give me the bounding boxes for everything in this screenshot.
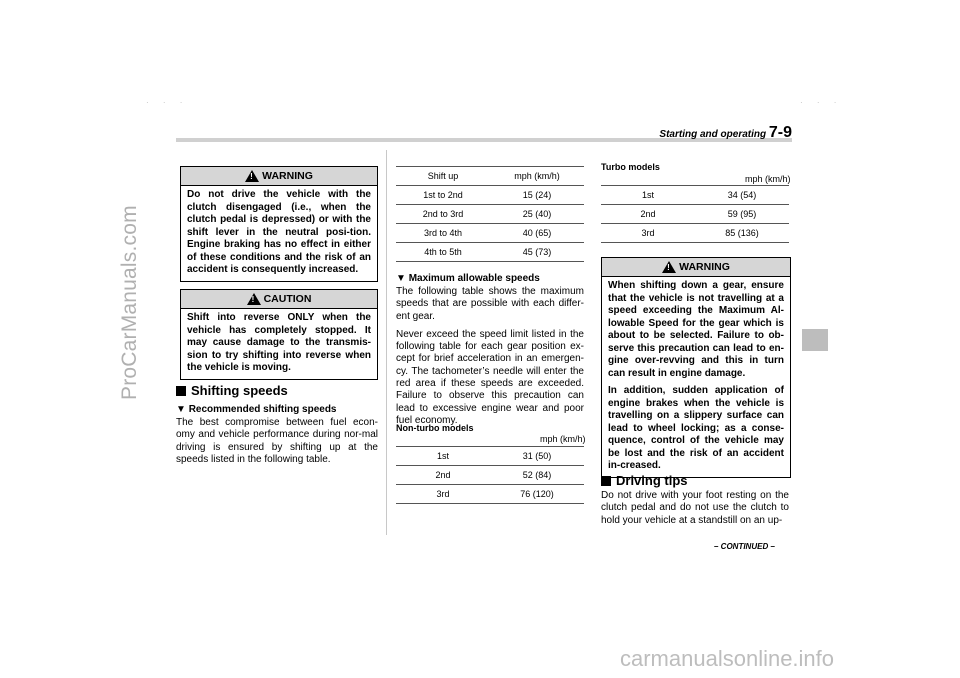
table-row	[601, 224, 789, 243]
shift-speed-table	[396, 166, 584, 262]
table-row	[396, 224, 584, 243]
table-cell: 31 (50)	[490, 447, 584, 466]
paragraph-text: The best compromise between fuel econ-omy and vehicle performance during nor-mal driving is ensured by shifting up at the speeds listed in the following table.	[176, 417, 378, 465]
warning-icon	[245, 170, 259, 182]
turbo-label: Turbo models	[601, 162, 660, 172]
caution-label: CAUTION	[263, 293, 312, 305]
page-number: 7-9	[768, 124, 792, 141]
section-heading-text: Driving tips	[616, 473, 688, 488]
corner-dots: · · ·	[800, 98, 843, 107]
table-row	[396, 447, 584, 466]
non-turbo-label: Non-turbo models	[396, 423, 474, 433]
warning-icon	[662, 261, 676, 273]
table-cell: 25 (40)	[490, 205, 584, 224]
warning-box-downshift	[601, 257, 791, 478]
table-cell: 3rd to 4th	[396, 224, 490, 243]
table-cell: 2nd to 3rd	[396, 205, 490, 224]
warning-text	[602, 277, 790, 477]
warning-label: WARNING	[262, 170, 313, 182]
sub-heading-recommended	[176, 404, 337, 415]
section-heading-driving-tips	[601, 473, 688, 488]
table-row	[396, 186, 584, 205]
section-title: Starting and operating	[659, 129, 767, 140]
table-cell: 2nd	[396, 466, 490, 485]
table-row	[396, 466, 584, 485]
table-cell: 1st to 2nd	[396, 186, 490, 205]
chapter-tab	[802, 329, 828, 351]
triangle-bullet-icon: ▼	[396, 273, 406, 284]
table-cell: 4th to 5th	[396, 243, 490, 262]
table-header-row	[396, 167, 584, 186]
section-heading-text: Shifting speeds	[191, 383, 288, 398]
table-cell: 2nd	[601, 205, 695, 224]
non-turbo-table	[396, 446, 584, 504]
page-header	[659, 124, 792, 142]
warning-paragraph: Do not drive the vehicle with the clutch disengaged (i.e., when the clutch pedal is depressed) or with the shift lever in the neutral posi-tion. Engine braking has no effect in either of these conditions and the risk of an accident is consequently increased.	[187, 189, 371, 275]
triangle-bullet-icon: ▼	[176, 404, 186, 415]
warning-paragraph: In addition, sudden application of engine brakes when the vehicle is travelling on a slippery surface can lead to wheel locking; as a conse-quence, control of the vehicle may be lost and the risk of an accident in-creased.	[608, 385, 784, 471]
table-cell: 34 (54)	[695, 186, 789, 205]
warning-header	[602, 258, 790, 277]
table-row	[396, 243, 584, 262]
section-heading-shifting	[176, 383, 288, 398]
sub-heading-text: Maximum allowable speeds	[408, 273, 540, 284]
turbo-unit: mph (km/h)	[745, 174, 791, 184]
caution-box	[180, 289, 378, 380]
square-bullet-icon	[601, 476, 611, 486]
continued-note: – CONTINUED –	[714, 542, 775, 551]
table-cell: 45 (73)	[490, 243, 584, 262]
caution-icon	[247, 293, 261, 305]
table-cell: 59 (95)	[695, 205, 789, 224]
paragraph-text: Never exceed the speed limit listed in the following table for each gear position ex-cept for brief acceleration in an emergen-cy. The tachometer’s needle will enter the red area if these speeds are exceeded. Failure to observe this precaution can lead to excessive engine wear and poor fuel economy.	[396, 328, 584, 426]
table-cell: 3rd	[601, 224, 695, 243]
table-cell: 76 (120)	[490, 485, 584, 504]
square-bullet-icon	[176, 386, 186, 396]
table-cell: 40 (65)	[490, 224, 584, 243]
warning-text	[181, 186, 377, 281]
table-row	[601, 205, 789, 224]
corner-dots: · · ·	[146, 98, 189, 107]
caution-header	[181, 290, 377, 309]
table-row	[601, 186, 789, 205]
table-cell: 15 (24)	[490, 186, 584, 205]
warning-header	[181, 167, 377, 186]
non-turbo-unit: mph (km/h)	[540, 434, 586, 444]
warning-paragraph: When shifting down a gear, ensure that the vehicle is not travelling at a speed exceeding the Maximum Al-lowable Speed for the gear which is about to be selected. Failure to ob-serve this precaution can lead to en-gine over-revving and this in turn can result in engine damage.	[608, 280, 784, 379]
bottom-watermark: carmanualsonline.info	[620, 646, 835, 671]
driving-tips-paragraph	[601, 490, 789, 533]
sub-heading-text: Recommended shifting speeds	[188, 404, 337, 415]
paragraph-text: The following table shows the maximum speeds that are possible with each differ-ent gear.	[396, 286, 584, 322]
table-cell: mph (km/h)	[490, 167, 584, 186]
warning-box	[180, 166, 378, 282]
table-cell: Shift up	[396, 167, 490, 186]
column-divider	[386, 150, 387, 535]
sub-heading-maximum	[396, 273, 540, 284]
maximum-speeds-text	[396, 286, 584, 433]
table-row	[396, 485, 584, 504]
table-cell: 1st	[396, 447, 490, 466]
table-row	[396, 205, 584, 224]
paragraph-text: Do not drive with your foot resting on the clutch pedal and do not use the clutch to hold your vehicle at a standstill on an up-	[601, 490, 789, 526]
turbo-table	[601, 185, 789, 243]
table-cell: 3rd	[396, 485, 490, 504]
caution-text	[181, 309, 377, 379]
shifting-paragraph	[176, 417, 378, 472]
warning-label: WARNING	[679, 261, 730, 273]
table-cell: 85 (136)	[695, 224, 789, 243]
caution-paragraph: Shift into reverse ONLY when the vehicle has completely stopped. It may cause damage to the transmis-sion to try shifting into reverse when the vehicle is moving.	[187, 312, 371, 373]
table-cell: 1st	[601, 186, 695, 205]
table-cell: 52 (84)	[490, 466, 584, 485]
side-watermark: ProCarManuals.com	[118, 205, 141, 400]
